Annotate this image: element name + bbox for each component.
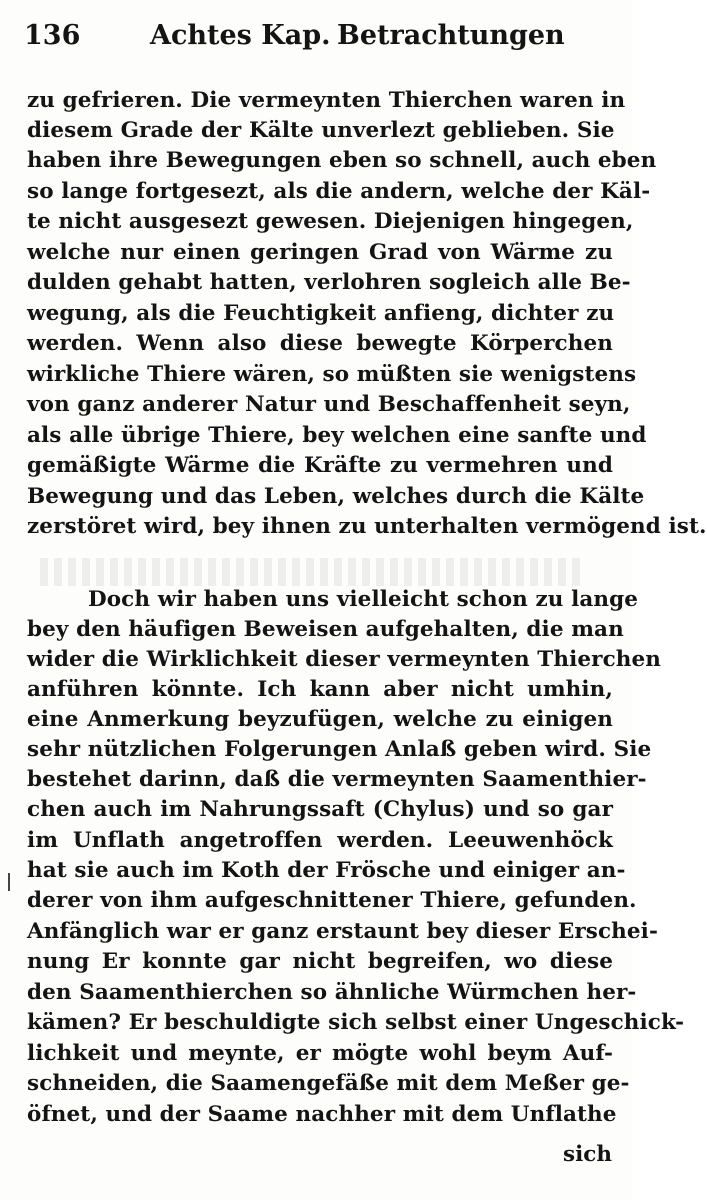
- show-through-texture: [40, 558, 580, 586]
- text-line: dulden gehabt hatten, verlohren sogleich alle Be-: [27, 270, 631, 295]
- text-line: Anfänglich war er ganz erstaunt bey dieser Erschei-: [27, 919, 658, 944]
- text-line: zerstöret wird, bey ihnen zu unterhalten vermögend ist.: [27, 514, 707, 539]
- text-line: im Unflath angetroffen werden. Leeuwenhöck: [27, 828, 613, 853]
- text-line: als alle übrige Thiere, bey welchen eine sanfte und: [27, 423, 647, 448]
- section-title: Betrachtungen: [337, 20, 565, 51]
- text-line: te nicht ausgesezt gewesen. Diejenigen hingegen,: [27, 209, 634, 234]
- text-line: so lange fortgesezt, als die andern, welche der Käl-: [27, 179, 651, 204]
- text-line: bestehet darinn, daß die vermeynten Saamenthier-: [27, 767, 647, 792]
- text-line: wirkliche Thiere wären, so müßten sie wenigstens: [27, 362, 637, 387]
- text-line: diesem Grade der Kälte unverlezt geblieben. Sie: [27, 118, 615, 143]
- text-line: hat sie auch im Koth der Frösche und einiger an-: [27, 858, 626, 883]
- text-line: kämen? Er beschuldigte sich selbst einer Ungeschick-: [27, 1010, 685, 1035]
- text-line: schneiden, die Saamengefäße mit dem Meßer ge-: [27, 1071, 630, 1096]
- text-line: bey den häufigen Beweisen aufgehalten, die man: [27, 617, 624, 642]
- catchword: sich: [563, 1142, 612, 1167]
- running-head: [22, 20, 622, 60]
- text-line: wider die Wirklichkeit dieser vermeynten Thierchen: [27, 647, 662, 672]
- text-line: den Saamenthierchen so ähnliche Würmchen her-: [27, 980, 637, 1005]
- text-line: nung Er konnte gar nicht begreifen, wo diese: [27, 949, 613, 974]
- text-line: haben ihre Bewegungen eben so schnell, auch eben: [27, 148, 657, 173]
- text-line: Bewegung und das Leben, welches durch die Kälte: [27, 484, 645, 509]
- text-line: von ganz anderer Natur und Beschaffenheit seyn,: [27, 392, 631, 417]
- margin-mark: [8, 873, 10, 891]
- text-line: derer von ihm aufgeschnittener Thiere, gefunden.: [27, 888, 637, 913]
- text-line: Doch wir haben uns vielleicht schon zu lange: [88, 587, 639, 612]
- text-line: gemäßigte Wärme die Kräfte zu vermehren und: [27, 453, 613, 478]
- text-line: öfnet, und der Saame nachher mit dem Unflathe: [27, 1102, 617, 1127]
- text-line: zu gefrieren. Die vermeynten Thierchen waren in: [27, 88, 626, 113]
- text-line: chen auch im Nahrungssaft (Chylus) und so gar: [27, 797, 613, 822]
- chapter-title: Achtes Kap.: [150, 20, 331, 51]
- text-line: anführen könnte. Ich kann aber nicht umhin,: [27, 677, 613, 702]
- text-line: werden. Wenn also diese bewegte Körperchen: [27, 331, 613, 356]
- text-line: sehr nützlichen Folgerungen Anlaß geben wird. Sie: [27, 737, 652, 762]
- text-line: wegung, als die Feuchtigkeit anfieng, dichter zu: [27, 301, 615, 326]
- text-line: welche nur einen geringen Grad von Wärme zu: [27, 240, 613, 265]
- text-line: eine Anmerkung beyzufügen, welche zu einigen: [27, 707, 613, 732]
- text-line: lichkeit und meynte, er mögte wohl beym Auf-: [27, 1041, 613, 1066]
- page-number: 136: [24, 20, 81, 51]
